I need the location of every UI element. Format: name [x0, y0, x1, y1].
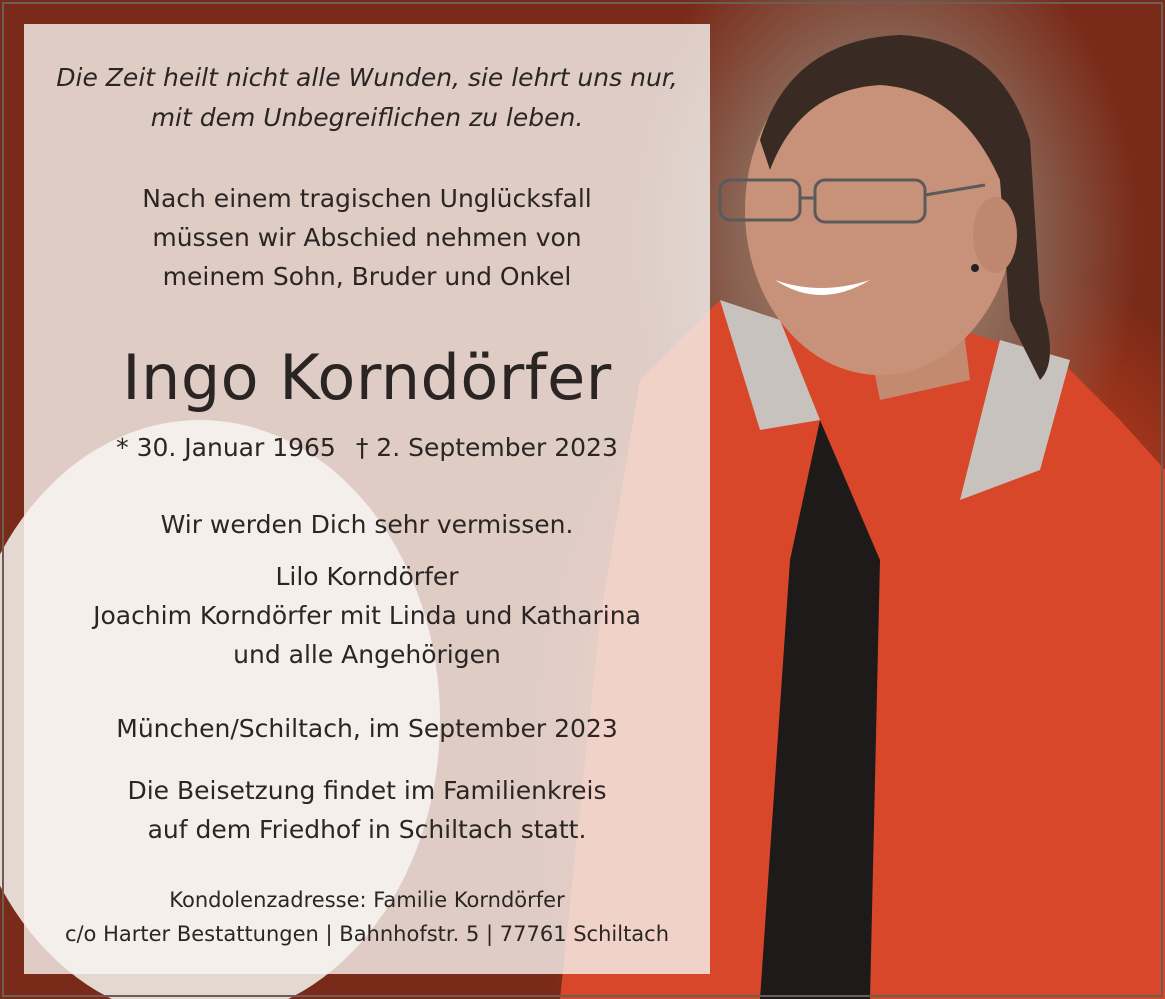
announcement-line-3: meinem Sohn, Bruder und Onkel [162, 262, 572, 291]
announcement-line-2: müssen wir Abschied nehmen von [152, 223, 582, 252]
death-date: † 2. September 2023 [355, 433, 618, 462]
announcement-line-1: Nach einem tragischen Unglücksfall [142, 184, 592, 213]
mourners-line-4: und alle Angehörigen [233, 640, 501, 669]
birth-date: * 30. Januar 1965 [116, 433, 336, 462]
life-dates [24, 429, 710, 467]
condolence-line-2: c/o Harter Bestattungen | Bahnhofstr. 5 | 77761 Schiltach [64, 922, 670, 946]
burial-line-2: auf dem Friedhof in Schiltach statt. [147, 815, 587, 844]
deceased-name: Ingo Korndörfer [122, 341, 612, 414]
mourners-line-2: Lilo Korndörfer [275, 562, 459, 591]
mourners-line-1: Wir werden Dich sehr vermissen. [160, 510, 574, 539]
quote-line-2: mit dem Unbegreiflichen zu leben. [150, 103, 584, 132]
place-date: München/Schiltach, im September 2023 [116, 714, 618, 743]
condolence-line-1: Kondolenzadresse: Familie Korndörfer [169, 888, 565, 912]
burial-line-1: Die Beisetzung findet im Familienkreis [127, 776, 607, 805]
quote-line-1: Die Zeit heilt nicht alle Wunden, sie lehrt uns nur, [56, 63, 678, 92]
mourners-line-3: Joachim Korndörfer mit Linda und Katharina [93, 601, 641, 630]
